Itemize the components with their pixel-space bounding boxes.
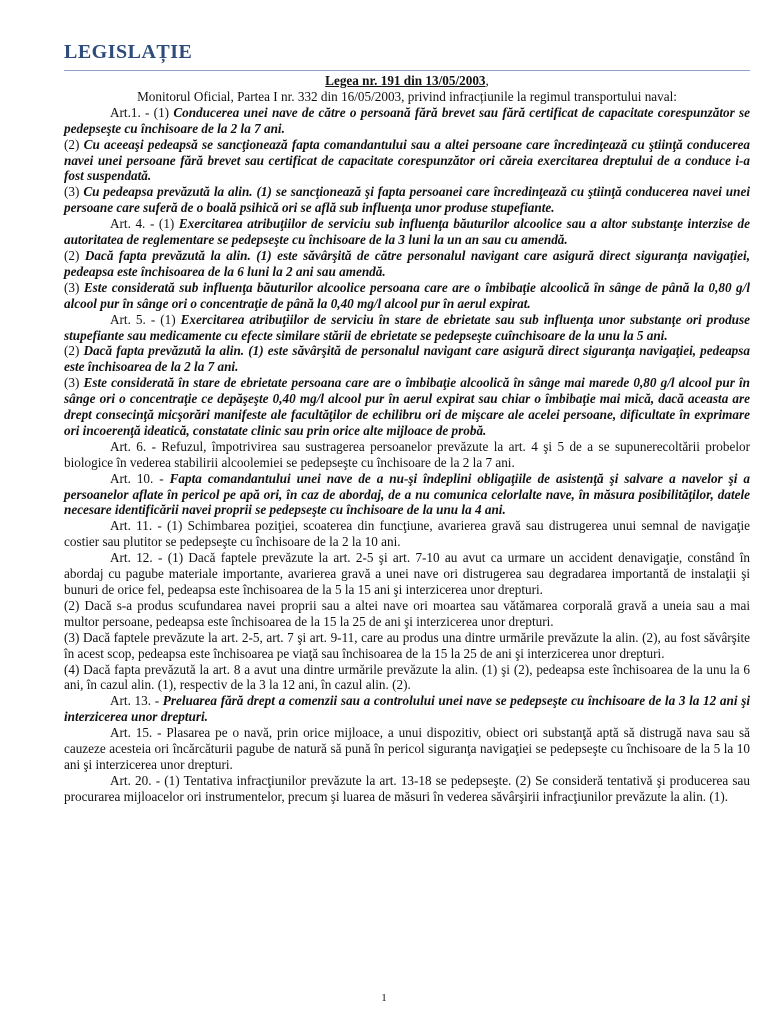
- paragraph: [64, 773, 750, 805]
- paragraph: [64, 439, 750, 471]
- section-title: LEGISLAȚIE: [64, 41, 193, 63]
- paragraph-body: Dacă fapta prevăzută la alin. (1) este săvârşită de către personalul navigant care asigură direct siguranţa navigaţiei, pedeapsa este închisoarea de la 6 luni la 2 ani sau amendă.: [64, 247, 750, 279]
- paragraph: [64, 184, 750, 216]
- paragraph-body: Este considerată în stare de ebrietate persoana care are o îmbibaţie alcoolică în sânge mai marede 0,80 g/l alcool pur în sânge ori o concentraţie ce depăşeşte 0,40 mg/l alcool pur în aerul expirat sau chiar o îmbibaţie mai mică, dacă aceasta are drept consecinţă micşorări manifeste ale facultăţilor de echilibru ori de mişcare ale acelei persoane, dificultate în exprimare ori incoerenţă ideatică, constatate clinic sau prin orice alte mijloace de probă.: [64, 375, 750, 438]
- paragraph: [64, 550, 750, 598]
- paragraph: [64, 105, 750, 137]
- paragraph-body: Cu pedeapsa prevăzută la alin. (1) se sancţionează şi fapta persoanei care încredinţează cu ştiinţă conducerea navei unei persoane care suferă de o boală psihică ori se află sub influenţa unor produse stupefiante.: [64, 184, 750, 216]
- paragraph-lead: Art. 11. - (1) Schimbarea poziţiei, scoaterea din funcţiune, avarierea gravă sau distrugerea unui semnal de navigaţie costier sau plutitor se pedepseşte cu închisoare de la 2 la 10 ani.: [64, 518, 750, 550]
- law-heading: [64, 73, 750, 89]
- paragraph: [64, 693, 750, 725]
- paragraph: [64, 343, 750, 375]
- paragraph: [64, 216, 750, 248]
- paragraph-lead: Art. 20. - (1) Tentativa infracţiunilor prevăzute la art. 13-18 se pedepseşte. (2) Se consideră tentativă şi producerea sau procurarea mijloacelor ori instrumentelor, precum şi luarea de măsuri în vederea săvârşirii infracţiunilor prevăzute la alin. (1).: [64, 772, 750, 804]
- paragraph-body: Preluarea fără drept a comenzii sau a controlului unei nave se pedepseşte cu închisoare de la 3 la 12 ani şi interzicerea unor drepturi.: [64, 693, 750, 725]
- paragraph-lead: (4) Dacă fapta prevăzută la art. 8 a avut una dintre urmările prevăzute la alin. (1) şi (2), pedeapsa este închisoarea de la unu la 6 ani, în cazul alin. (1), respectiv de la 3 la 12 ani, în cazul alin. (2).: [64, 661, 750, 693]
- paragraph-lead: (2): [64, 343, 84, 359]
- paragraph-body: Exercitarea atribuţiilor de serviciu sub influenţa băuturilor alcoolice sau a altor substanţe interzise de autoritatea de reglementare se pedepseşte cu închisoare de la 3 luni la un an sau cu amendă.: [64, 216, 750, 248]
- document-page: [64, 40, 750, 805]
- paragraph-lead: (2): [64, 247, 85, 263]
- paragraph-lead: Art.1. - (1): [110, 104, 174, 120]
- paragraph-lead: Art. 5. - (1): [110, 311, 181, 327]
- law-title: Legea nr. 191 din 13/05/2003: [325, 73, 486, 88]
- paragraph-lead: Art. 10. -: [110, 470, 170, 486]
- paragraph-body: Conducerea unei nave de către o persoană fără brevet sau fără certificat de capacitate corespunzător se pedepseşte cu închisoare de la 2 la 7 ani.: [64, 104, 750, 136]
- paragraph: [64, 662, 750, 694]
- paragraph: [64, 280, 750, 312]
- paragraph-lead: Art. 4. - (1): [110, 216, 179, 232]
- paragraph-lead: (3): [64, 184, 84, 200]
- paragraph: [64, 630, 750, 662]
- paragraph: [64, 375, 750, 439]
- paragraph: [64, 471, 750, 519]
- paragraph: [64, 248, 750, 280]
- paragraph-lead: Art. 12. - (1) Dacă faptele prevăzute la art. 2-5 şi art. 7-10 au avut ca urmare un accident denavigaţie, constând în abordaj cu pagube materiale importante, avarierea gravă a unei nave ori distrugerea sau degradarea importantă de instalaţii şi bunuri de orice fel, pedeapsa este închisoarea de la 5 la 15 ani şi interzicerea unor drepturi.: [64, 550, 750, 597]
- paragraph-body: Exercitarea atribuţiilor de serviciu în stare de ebrietate sau sub influenţa unor substanţe ori produse stupefiante sau medicamente cu efecte similare stării de ebrietate se pedepseşte cuînchisoare de la unu la 5 ani.: [64, 311, 750, 343]
- paragraph-body: Fapta comandantului unei nave de a nu-şi îndeplini obligaţiile de asistenţă şi salvare a navelor şi a persoanelor aflate în pericol pe apă ori, în caz de abordaj, de a nu comunica celorlalte nave, în măsura posibilităţilor, datele necesare identificării navei proprii se pedepseşte cu închisoare de la unu la 4 ani.: [64, 470, 750, 518]
- official-gazette-line: Monitorul Oficial, Partea I nr. 332 din 16/05/2003, privind infracțiunile la regimul transportului naval:: [137, 88, 677, 104]
- paragraph: [64, 598, 750, 630]
- paragraph-lead: (2): [64, 136, 84, 152]
- document-body: [64, 73, 750, 805]
- paragraph: [64, 312, 750, 344]
- paragraph-body: Cu aceeaşi pedeapsă se sancţionează fapta comandantului sau a altei persoane care încredinţează cu ştiinţă conducerea navei unei persoane fără brevet sau certificat de capacitate corespunzător ori căreia exercitarea dreptului de a conduce i-a fost suspendată.: [64, 136, 750, 184]
- paragraph: [64, 518, 750, 550]
- paragraph-body: Dacă fapta prevăzută la alin. (1) este săvârşită de personalul navigant care asigură direct siguranţa navigaţiei, pedeapsa este închisoarea de la 2 la 7 ani.: [64, 343, 750, 375]
- paragraph: [64, 725, 750, 773]
- paragraph-lead: (3): [64, 279, 84, 295]
- paragraph-lead: (2) Dacă s-a produs scufundarea navei proprii sau a altei nave ori moartea sau vătămarea corporală gravă a uneia sau a mai multor persoane, pedeapsa este închisoarea de la 15 la 25 de ani şi interzicerea unor drepturi.: [64, 597, 750, 629]
- paragraph-body: Este considerată sub influenţa băuturilor alcoolice persoana care are o îmbibaţie alcoolică în sânge de până la 0,80 g/l alcool pur în sânge ori o concentraţie de până la 0,40 mg/l alcool pur în aerul expirat.: [64, 279, 750, 311]
- paragraph-lead: Art. 15. - Plasarea pe o navă, prin orice mijloace, a unui dispozitiv, obiect ori substanţă aptă să distrugă nava sau să cauzeze acesteia ori încărcăturii pagube de natură să pună în pericol siguranţa navigaţiei se pedepseşte cu închisoare de la 5 la 10 ani şi interzicerea unor drepturi.: [64, 725, 750, 772]
- page-number: 1: [381, 992, 387, 1004]
- header-divider: [64, 70, 750, 71]
- paragraph: [64, 137, 750, 185]
- paragraph-lead: Art. 13. -: [110, 693, 163, 709]
- law-title-suffix: ,: [485, 73, 489, 88]
- paragraph-lead: (3) Dacă faptele prevăzute la art. 2-5, art. 7 şi art. 9-11, care au produs una dintre urmările prevăzute la alin. (2), au fost săvârşite în acest scop, pedeapsa este închisoarea pe viaţă sau închisoarea de la 15 la 25 de ani şi interzicerea unor drepturi.: [64, 629, 750, 661]
- paragraph-lead: (3): [64, 375, 84, 391]
- paragraph-lead: Art. 6. - Refuzul, împotrivirea sau sustragerea persoanelor prevăzute la art. 4 şi 5 de a se supunerecoltării probelor biologice în vederea stabilirii alcoolemiei se pedepseşte cu închisoare de la 2 la 7 ani.: [64, 438, 750, 470]
